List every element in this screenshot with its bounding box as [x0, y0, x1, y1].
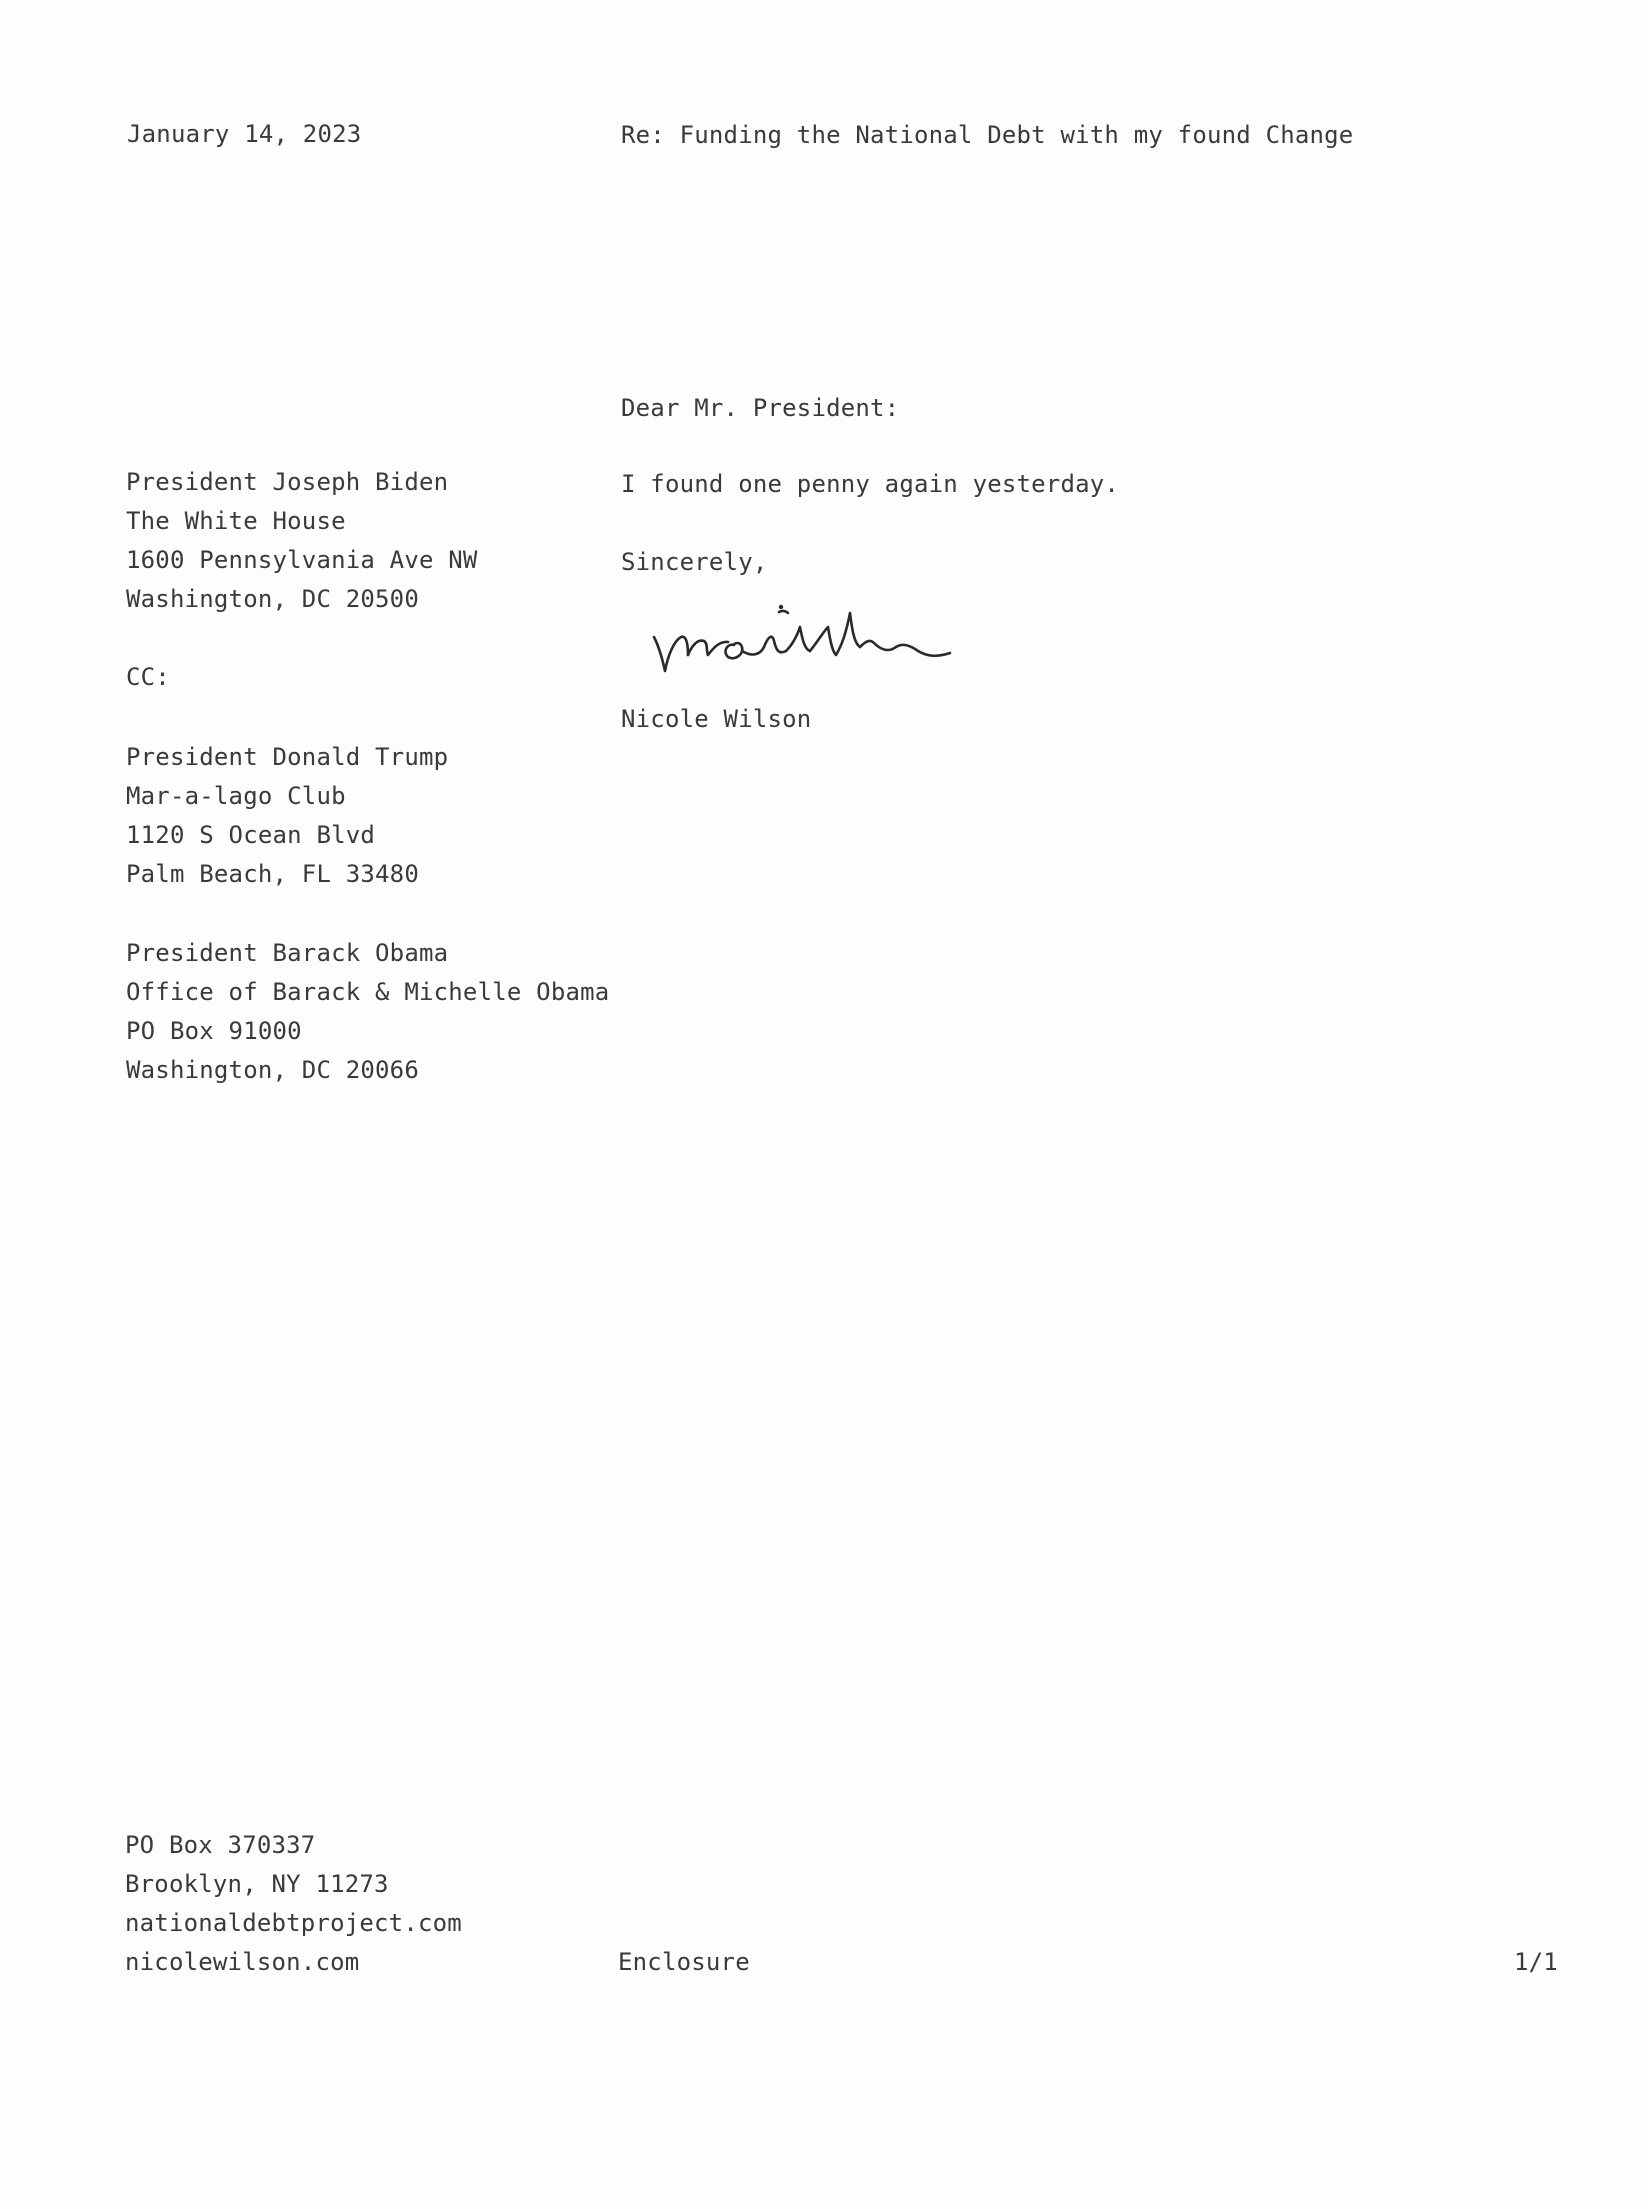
sender-footer-line: Brooklyn, NY 11273 [125, 1870, 389, 1898]
sender-footer-line: PO Box 370337 [125, 1831, 316, 1859]
cc-recipient-line: Office of Barack & Michelle Obama [126, 978, 610, 1006]
sender-footer [125, 1826, 462, 1982]
cc-recipient-line: 1120 S Ocean Blvd [126, 821, 376, 849]
letter-body: I found one penny again yesterday. [621, 470, 1120, 498]
cc-recipient-line: Washington, DC 20066 [126, 1056, 419, 1084]
cc-recipient-line: PO Box 91000 [126, 1017, 302, 1045]
sender-footer-line: nationaldebtproject.com [125, 1909, 462, 1937]
cc-recipient-line: President Donald Trump [126, 743, 449, 771]
signer-name: Nicole Wilson [621, 705, 812, 733]
sender-footer-line: nicolewilson.com [125, 1948, 360, 1976]
letter-date: January 14, 2023 [127, 120, 362, 148]
cc-recipient-address [126, 738, 448, 894]
salutation: Dear Mr. President: [621, 394, 900, 422]
letter-subject: Re: Funding the National Debt with my found Change [621, 121, 1354, 149]
cc-label: CC: [126, 663, 170, 691]
recipient-line: The White House [126, 507, 346, 535]
recipient-line: 1600 Pennsylvania Ave NW [126, 546, 478, 574]
cc-recipient-line: Palm Beach, FL 33480 [126, 860, 419, 888]
closing: Sincerely, [621, 548, 768, 576]
recipient-line: Washington, DC 20500 [126, 585, 419, 613]
cc-recipient-line: Mar-a-lago Club [126, 782, 346, 810]
recipient-address [126, 463, 478, 619]
cc-recipient-line: President Barack Obama [126, 939, 449, 967]
cc-recipient-address [126, 934, 609, 1090]
page-number: 1/1 [1514, 1948, 1558, 1976]
handwritten-signature [648, 585, 983, 680]
enclosure-note: Enclosure [618, 1948, 750, 1976]
recipient-line: President Joseph Biden [126, 468, 449, 496]
